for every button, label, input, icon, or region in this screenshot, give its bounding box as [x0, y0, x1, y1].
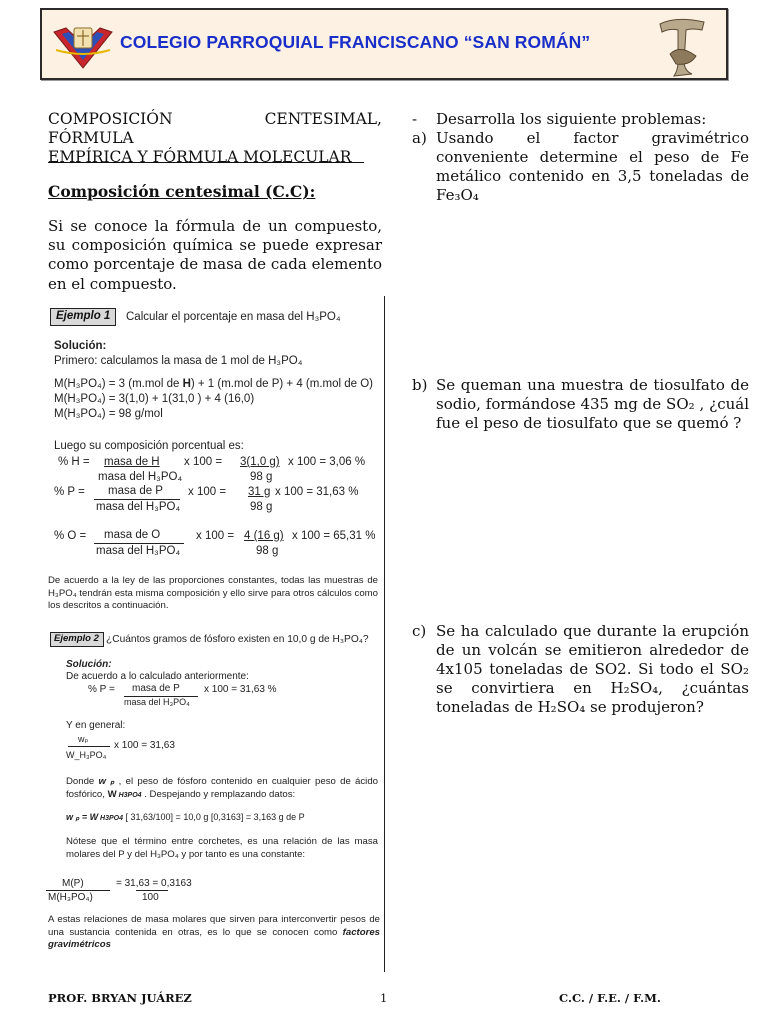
example2-wp: wₚ [78, 734, 89, 744]
example1-label: Ejemplo 1 [50, 308, 116, 326]
example2-percent-p-result: x 100 = 31,63 % [204, 684, 277, 695]
example1-luego: Luego su composición porcentual es: [54, 440, 244, 452]
footer-author: PROF. BRYAN JUÁREZ [48, 991, 192, 1005]
example2-percent-p-numerator: masa de P [132, 683, 180, 694]
school-name: COLEGIO PARROQUIAL FRANCISCANO “SAN ROMÁN” [120, 32, 591, 52]
percent-o-result: x 100 = 65,31 % [292, 530, 376, 542]
problem-c [412, 622, 752, 717]
percent-p-denominator: masa del H₃PO₄ [96, 501, 181, 513]
percent-p-numerator2: 31 g [248, 486, 271, 498]
percent-h-numerator2: 3(1,0 g) [240, 456, 280, 468]
example2-ratio-fraction-bar [136, 890, 168, 891]
example1-molar-line3: M(H₃PO₄) = 98 g/mol [54, 408, 163, 420]
example2-general: Y en general: [66, 720, 126, 731]
example2-wh3po4: W_H₃PO₄ [66, 750, 107, 760]
percent-p-label: % P = [54, 486, 85, 498]
section-heading: Composición centesimal (C.C): [48, 182, 316, 201]
example2-acuerdo: De acuerdo a lo calculado anteriormente: [66, 671, 249, 682]
instruction-dash: - [412, 110, 418, 128]
intro-paragraph: Si se conoce la fórmula de un compuesto, su composición química se puede expresar como porcentaje de masa de cada elemento en el compuesto. [48, 217, 382, 293]
percent-h-numerator: masa de H [104, 456, 160, 468]
instruction-text: Desarrolla los siguiente problemas: [436, 110, 707, 128]
percent-o-denominator2: 98 g [256, 545, 279, 557]
percent-h-denominator: masa del H₃PO₄ [98, 471, 183, 483]
topic-title-line1: COMPOSICIÓN CENTESIMAL, FÓRMULA [48, 110, 382, 147]
column-divider [384, 296, 385, 972]
example2-general-fraction-bar [68, 746, 110, 747]
percent-h-x100: x 100 = [184, 456, 223, 468]
instruction [412, 110, 752, 129]
example2-mp: M(P) [62, 878, 84, 889]
percent-o-fraction-bar [94, 543, 184, 544]
problem-c-text: Se ha calculado que durante la erupción de un volcán se emitieron alrededor de 4x105 toneladas de SO2. Si todo el SO₂ se convirtiera en H₂SO₄, ¿cuántas toneladas de H₂SO₄ se produjeron? [436, 622, 749, 716]
example2-percent-p-denominator: masa del H₃PO₄ [124, 697, 190, 707]
problem-b [412, 376, 752, 433]
example2-formula: w ₚ = W H3PO4 [ 31,63/100] = 10,0 g [0,3163] = 3,163 g de P [66, 812, 305, 822]
example2-notese-paragraph: Nótese que el término entre corchetes, es una relación de las masa molares del P y del H₃PO₄ y por tanto es una constante: [66, 836, 378, 860]
percent-h-denominator2: 98 g [250, 471, 273, 483]
gravimetric-factors-paragraph: A estas relaciones de masa molares que sirven para interconvertir pesos de una sustancia contenida en otras, es lo que se conocen como factores gravimétricos [48, 914, 380, 951]
percent-o-x100: x 100 = [196, 530, 235, 542]
example2-mp-result: = 31,63 = 0,3163 [116, 878, 192, 889]
example1-molar-line2: M(H₃PO₄) = 3(1,0) + 1(31,0 ) + 4 (16,0) [54, 393, 255, 405]
problem-b-text: Se queman una muestra de tiosulfato de sodio, formándose 435 mg de SO₂ , ¿cuál fue el peso de tiosulfato que se quemó ? [436, 376, 749, 432]
topic-title [48, 110, 382, 167]
example1-molar-line1: M(H₃PO₄) = 3 (m.mol de H) + 1 (m.mol de P) + 4 (m.mol de O) [54, 378, 374, 390]
title-divider [48, 162, 364, 163]
example2-mp-fraction-bar [46, 890, 110, 891]
percent-o-label: % O = [54, 530, 87, 542]
percent-o-numerator: masa de O [104, 529, 161, 541]
proportions-law-paragraph: De acuerdo a la ley de las proporciones constantes, todas las muestras de H₃PO₄ tendrán esta misma composición y ello sirve para otros cálculos como los descritos a continuación. [48, 575, 378, 612]
example2-general-result: x 100 = 31,63 [114, 740, 175, 751]
example2-donde-paragraph: Donde w ₚ , el peso de fósforo contenido en cualquier peso de ácido fosfórico, W H3PO4 . Despejando y remplazando datos: [66, 776, 378, 800]
example1-prompt: Calcular el porcentaje en masa del H₃PO₄ [126, 311, 341, 323]
example1-step1: Primero: calculamos la masa de 1 mol de H₃PO₄ [54, 355, 303, 367]
percent-p-result: x 100 = 31,63 % [275, 486, 359, 498]
percent-o-denominator: masa del H₃PO₄ [96, 545, 181, 557]
topic-title-line2: EMPÍRICA Y FÓRMULA MOLECULAR [48, 148, 352, 166]
percent-p-x100: x 100 = [188, 486, 227, 498]
example2-hundred: 100 [142, 892, 159, 903]
percent-o-numerator2: 4 (16 g) [244, 530, 284, 542]
example2-label: Ejemplo 2 [50, 632, 104, 647]
example2-solution-label: Solución: [66, 659, 112, 670]
school-crest-icon [52, 24, 114, 70]
problem-a [412, 129, 752, 205]
footer-code: C.C. / F.E. / F.M. [559, 991, 661, 1005]
footer-page-number: 1 [380, 991, 388, 1005]
percent-h-result: x 100 = 3,06 % [288, 456, 366, 468]
percent-h-label: % H = [58, 456, 90, 468]
problem-a-label: a) [412, 129, 427, 147]
franciscan-tau-icon [656, 14, 708, 78]
example1-solution-label: Solución: [54, 340, 107, 352]
example2-mh: M(H₃PO₄) [48, 892, 93, 903]
percent-p-numerator: masa de P [108, 485, 163, 497]
problem-c-label: c) [412, 622, 427, 640]
percent-p-fraction-bar [94, 499, 180, 500]
school-header [40, 8, 728, 80]
example2-percent-p-label: % P = [88, 684, 115, 695]
example2-prompt: ¿Cuántos gramos de fósforo existen en 10,0 g de H₃PO₄? [106, 634, 369, 645]
problem-a-text: Usando el factor gravimétrico conveniente determine el peso de Fe metálico contenido en 3,5 toneladas de Fe₃O₄ [436, 129, 749, 204]
percent-p-denominator2: 98 g [250, 501, 273, 513]
problem-b-label: b) [412, 376, 428, 394]
